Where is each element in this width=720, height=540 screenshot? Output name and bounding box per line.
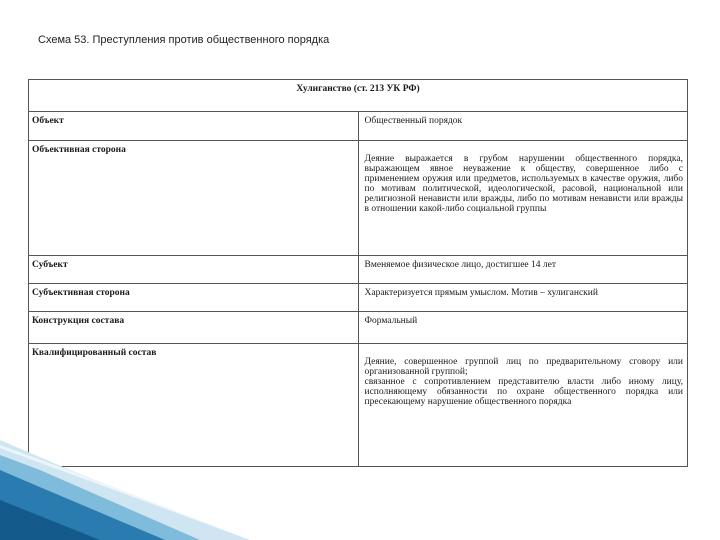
corner-band-deep [0,500,100,540]
row-value-subject: Вменяемое физическое лицо, достигшее 14 лет [358,256,688,284]
row-label-subjective-side: Субъективная сторона [29,284,359,312]
table-row [29,284,688,312]
row-label-qualified: Квалифицированный состав [29,344,359,467]
table-row [29,141,688,256]
row-label-subject: Субъект [29,256,359,284]
table-row [29,112,688,141]
table-row [29,344,688,467]
row-value-qualified [358,344,688,467]
table-title-row [29,80,688,112]
corner-band-mid [0,455,200,540]
table-row [29,312,688,344]
row-value-object: Общественный порядок [358,112,688,141]
qualified-item-2: связанное с сопротивлением представителю власти либо иному лицу, исполняющему обязанности по охране общественного порядка или пресекающему нарушение общественного порядка [364,377,683,407]
qualified-item-1: Деяние, совершенное группой лиц по предварительному сговору или организованной группой; [364,357,683,377]
crime-scheme-table [28,79,688,467]
row-label-objective-side: Объективная сторона [29,141,359,256]
row-label-object: Объект [29,112,359,141]
table-title: Хулиганство (ст. 213 УК РФ) [29,80,688,112]
row-label-construction: Конструкция состава [29,312,359,344]
table-row [29,256,688,284]
row-value-objective-side: Деяние выражается в грубом нарушении общественного порядка, выражающем явное неуважение к обществу, совершенное либо с применением оружия или предметов, используемых в качестве оружия, либо по мотивам политической, идеологической, расовой, национальной или религиозной ненависти или вражды, либо по мотивам ненависти или вражды в отношении какой-либо социальной группы [358,141,688,256]
row-value-construction: Формальный [358,312,688,344]
page-caption: Схема 53. Преступления против общественного порядка [38,34,330,46]
row-value-subjective-side: Характеризуется прямым умыслом. Мотив – хулиганский [358,284,688,312]
corner-band-dark [0,470,165,540]
